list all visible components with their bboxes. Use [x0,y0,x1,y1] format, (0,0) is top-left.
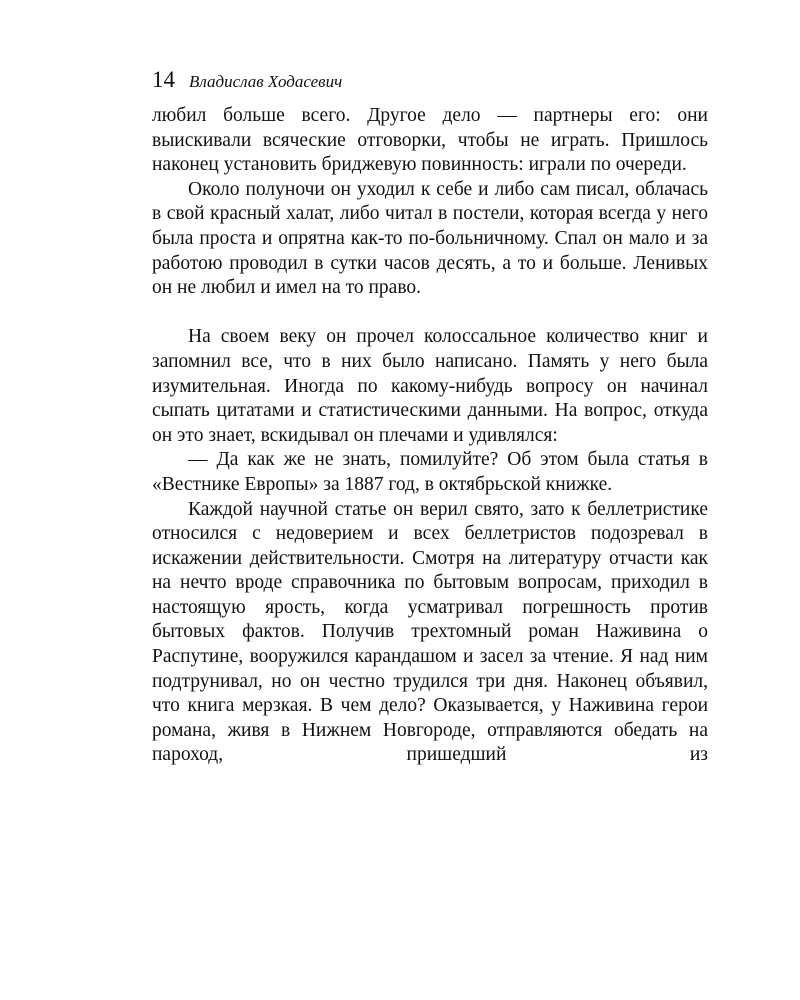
body-text [152,104,708,768]
section-break [152,301,708,326]
paragraph-5: Каждой научной статье он верил свято, зато к беллетристике относился с недоверием и всех беллетристов подозревал в искажении действительности. Смотря на литературу отчасти как на нечто вроде справочника по бытовым вопросам, приходил в настоящую ярость, когда усматривал погрешность против бытовых фактов. Получив трехтомный роман Наживина о Распутине, вооружился карандашом и засел за чтение. Я над ним подтрунивал, но он честно трудился три дня. Наконец объявил, что книга мерзкая. В чем дело? Оказывается, у Наживина герои романа, живя в Нижнем Новгороде, отправляются обедать на пароход, пришедший из [152,498,708,766]
book-page [152,60,708,768]
running-head-author: Владислав Ходасевич [189,72,343,91]
page-number: 14 [152,67,175,92]
paragraph-2: Около полуночи он уходил к себе и либо сам писал, облачась в свой красный халат, либо читал в постели, которая всегда у него была проста и опрятна как-то по-больничному. Спал он мало и за работою проводил в сутки часов десять, а то и больше. Ленивых он не любил и имел на то право. [152,178,708,299]
paragraph-3: На своем веку он прочел колоссальное количество книг и запомнил все, что в них было написано. Память у него была изумительная. Иногда по какому-нибудь вопросу он начинал сыпать цитатами и статистическими данными. На вопрос, откуда он это знает, вскидывал он плечами и удивлялся: [152,326,708,446]
paragraph-1: любил больше всего. Другое дело — партнеры его: они выискивали всяческие отговорки, чтобы не играть. Пришлось наконец установить бриджевую повинность: играли по очереди. [152,105,708,176]
paragraph-4-dialogue: — Да как же не знать, помилуйте? Об этом была статья в «Вестнике Европы» за 1887 год, в октябрьской книжке. [152,449,708,495]
running-head [152,60,708,100]
